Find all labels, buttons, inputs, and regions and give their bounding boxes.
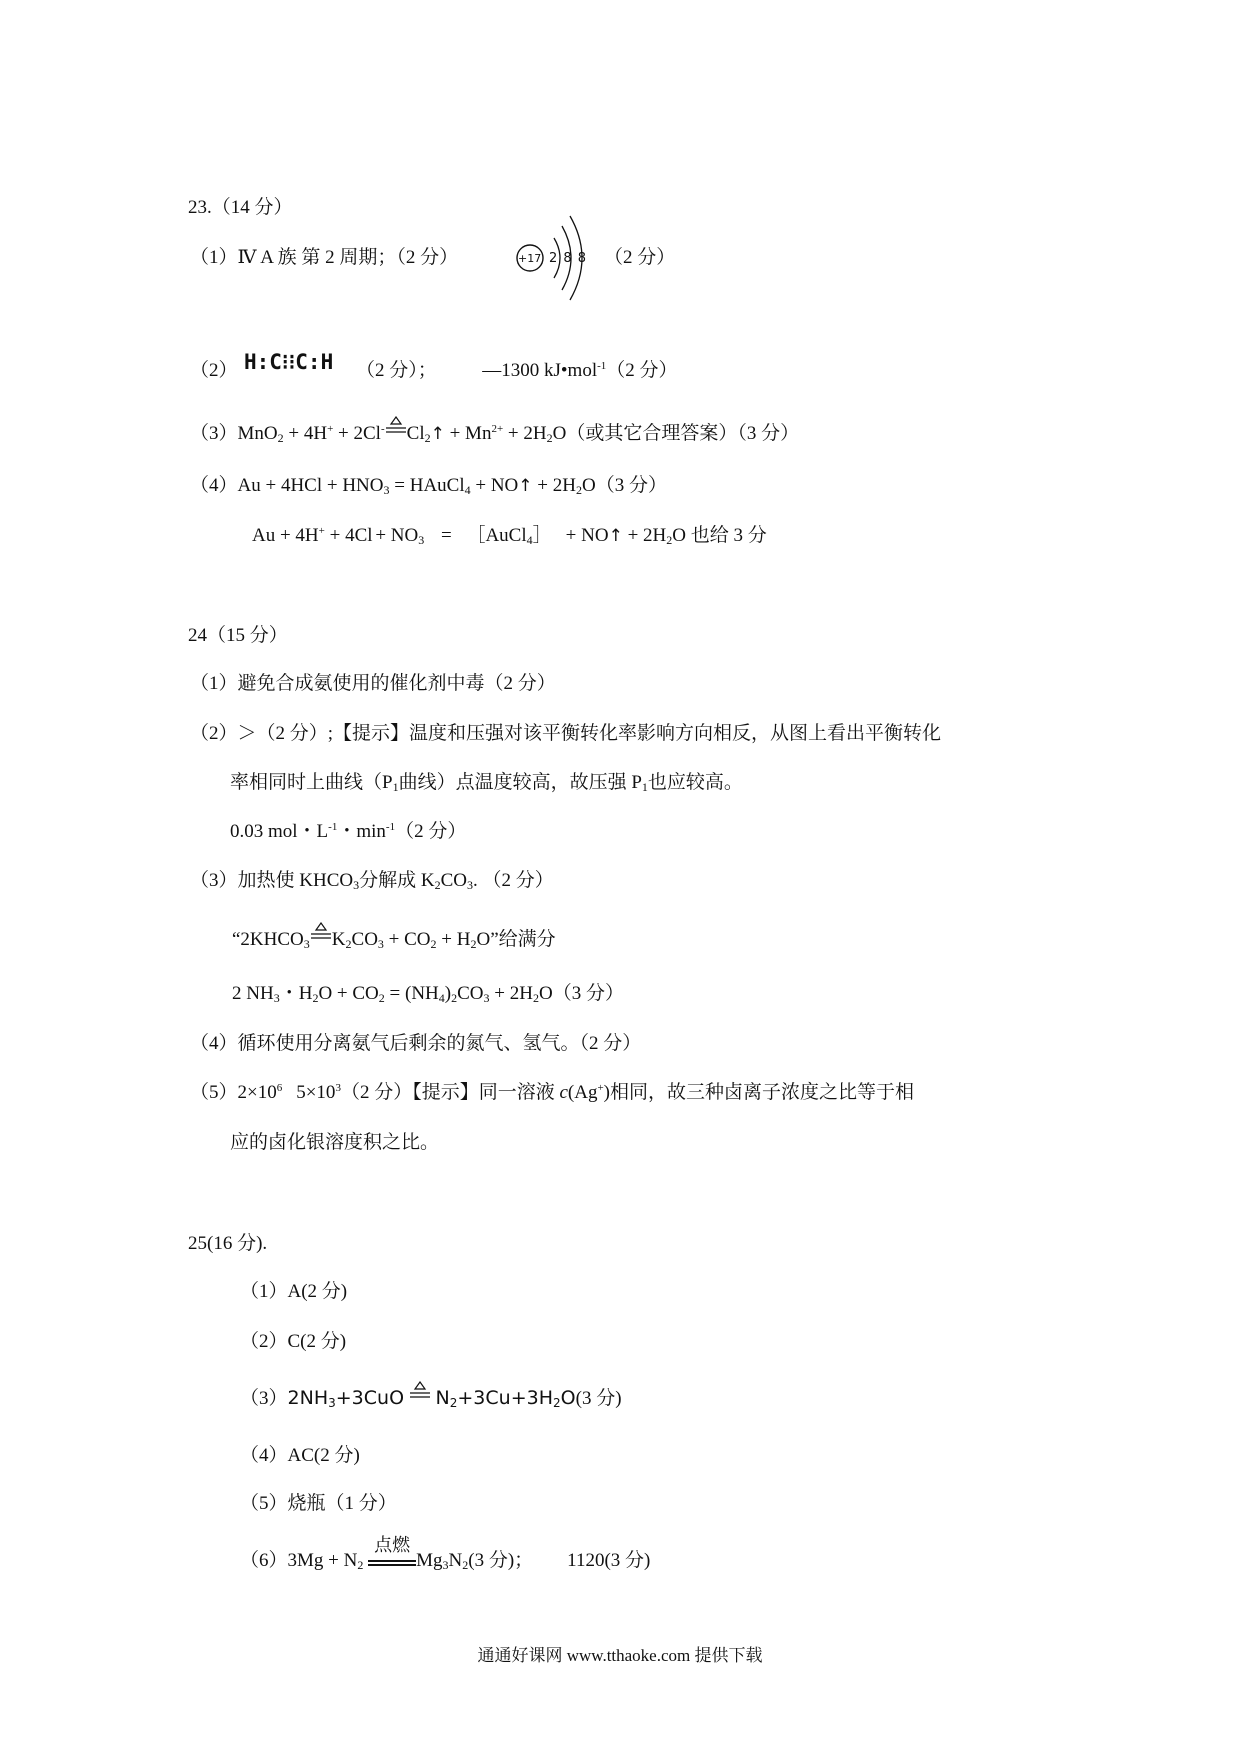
q23-part3: （3）MnO$_2$ + 4H+ + 2Cl- $Cl_2↑ + Mn^{2+} + 2H_2O$（或其它合理答案）（3 分） [190, 424, 799, 444]
heat-equals-icon [310, 930, 332, 944]
lewis-structure-acetylene: H:C⁝⁝C:H [244, 350, 334, 374]
q24-part2-line1: （2）＞（2 分）;【提示】温度和压强对该平衡转化率影响方向相反，从图上看出平衡转化 [190, 723, 942, 744]
q24-title: 24（15 分） [188, 625, 288, 646]
q24-part5-line2: 应的卤化银溶度积之比。 [230, 1132, 440, 1153]
enthalpy-value: —1300 kJ•mol [482, 360, 598, 381]
volume-answer: 1120(3 分) [567, 1550, 651, 1571]
q25-part5: （5）烧瓶（1 分） [240, 1493, 397, 1514]
q24-part3: （3）加热使 $KHCO_3$分解成 $K_2CO_3$. （2 分） [190, 870, 554, 892]
page-footer: 通通好课网 www.tthaoke.com 提供下载 [477, 1646, 763, 1665]
q23-part4-eq1: $(4)Au + 4HCl + HNO_3$ = HAuCl$_4$ + NO↑ + $2H_2O(3$ 分） [190, 475, 667, 497]
q25-part6: $(6)3Mg + N_2$ 点燃 $Mg_3N_2(3$ 分)； 1120(3 分) [240, 1535, 651, 1572]
ignition-condition: 点燃 [368, 1550, 416, 1566]
q23-part1-score: （2 分） [604, 247, 676, 268]
part-label: （2） [190, 360, 238, 381]
q25-title: 25(16 分). [188, 1233, 268, 1254]
electron-shells: 2 8 8 [549, 251, 588, 266]
q23-part1 [190, 248, 458, 267]
q24-part1: （1）避免合成氨使用的催化剂中毒（2 分） [190, 673, 556, 694]
q23-title: 23.（14 分） [188, 197, 293, 218]
q25-part1: （1）A(2 分) [240, 1281, 348, 1302]
q24-part3-eq2: 2 $NH_3$・$H_2O + CO_2 = (NH_4)_2CO_3 + 2H_2O(3$ 分） [232, 983, 624, 1005]
q25-part4: （4）AC(2 分) [240, 1445, 360, 1466]
q24-part5-line1: $(5)2\times 10^6$ $5\times 10^3(2$ 分）【提示】同一溶液 c(Ag+)相同，故三种卤离子浓度之比等于相 [190, 1082, 915, 1103]
atom-structure-icon [508, 208, 588, 313]
q25-part3: $(3)2NH_3+3CuO$ $N_2+3Cu+3H_2O(3$ 分) [240, 1389, 622, 1409]
q23-part4-eq2: $Au + 4H^+ + 4Cl + NO_3$ = ［AuCl$_4$］ + NO↑ + $2H_2O$ 也给 3 分 [252, 525, 767, 547]
q24-part3-eq: “$2KHCO_3$ $K_2CO_3 + CO_2 + H_2O$”给满分 [232, 930, 556, 950]
nucleus-charge: +17 [518, 252, 542, 265]
q24-rate: 0.03 mol・$L^{-1}$・$\min^{-1}(2$ 分） [230, 821, 467, 842]
q23-part2 [190, 361, 238, 380]
part-label: （1） [190, 247, 238, 268]
q24-part4: （4）循环使用分离氨气后剩余的氮气、氢气。（2 分） [190, 1033, 642, 1054]
q23-part2-rest: （2 分）； —1300 kJ•mol$^{-1}$（2 分） [356, 360, 678, 381]
group-period-answer: Ⅳ A 族 第 2 周期；（2 分） [237, 247, 459, 268]
heat-equals-icon [385, 424, 407, 438]
q24-part2-line2: 率相同时上曲线（$P_1$曲线）点温度较高，故压强 $P_1$也应较高。 [230, 772, 743, 794]
heat-equals-icon [409, 1389, 431, 1403]
q25-part2: （2）C(2 分) [240, 1331, 347, 1352]
